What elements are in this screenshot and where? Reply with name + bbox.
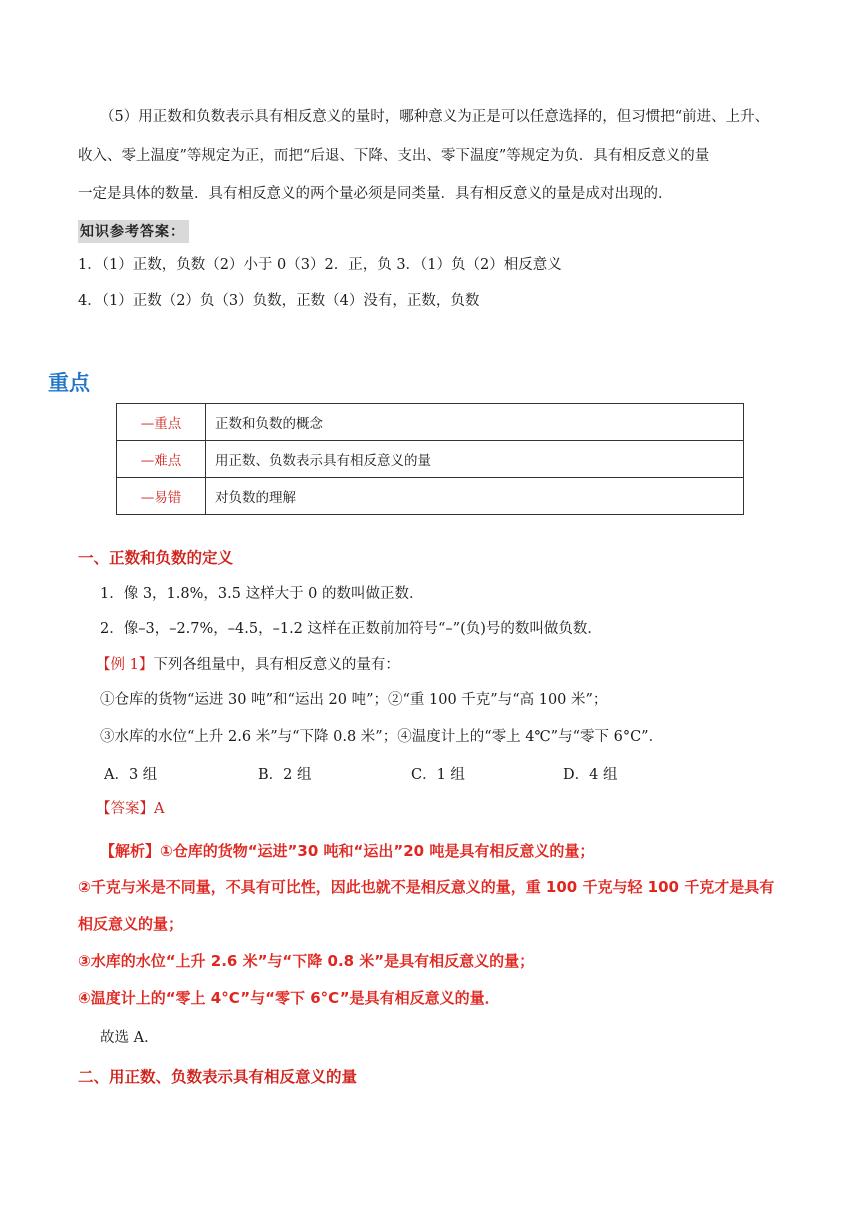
key-point-tag: —易错	[117, 478, 206, 515]
key-point-text: 用正数、负数表示具有相反意义的量	[206, 441, 744, 478]
explanation-line-2: ②千克与米是不同量，不具有可比性，因此也就不是相反意义的量，重 100 千克与轻 100 千克才是具有	[78, 878, 775, 896]
key-point-tag: —重点	[117, 404, 206, 441]
key-point-text: 正数和负数的概念	[206, 404, 744, 441]
conclusion: 故选 A．	[100, 1030, 159, 1046]
example-items-line-1: ①仓库的货物“运进 30 吨”和“运出 20 吨”；②“重 100 千克”与“高 100 米”；	[100, 692, 608, 708]
key-point-tag: —难点	[117, 441, 206, 478]
answer-key-label: 知识参考答案：	[78, 220, 189, 243]
definition-negative: 2．像–3，–2.7%，–4.5，–1.2 这样在正数前加符号“–”(负)号的数叫做负数．	[100, 621, 602, 637]
example-1-question-line	[96, 655, 400, 675]
explanation-line-4: ③水库的水位“上升 2.6 米”与“下降 0.8 米”是具有相反意义的量；	[78, 952, 535, 970]
option-d: D．4 组	[563, 767, 618, 783]
answer-key-line-2: 4．（1）正数（2）负（3）负数，正数（4）没有，正数，负数	[78, 293, 480, 309]
definition-positive: 1．像 3，1.8%，3.5 这样大于 0 的数叫做正数．	[100, 586, 424, 602]
option-c: C．1 组	[411, 767, 465, 783]
table-row	[117, 478, 744, 515]
answer-key-line-1: 1．（1）正数，负数（2）小于 0（3）2．正，负 3．（1）负（2）相反意义	[78, 257, 562, 273]
table-row	[117, 441, 744, 478]
option-b: B．2 组	[258, 767, 312, 783]
section-2-heading: 二、用正数、负数表示具有相反意义的量	[78, 1068, 358, 1086]
table-row	[117, 404, 744, 441]
section-1-heading: 一、正数和负数的定义	[78, 549, 234, 567]
example-answer: 【答案】A	[96, 801, 165, 817]
key-points-table	[116, 403, 744, 515]
option-a: A．3 组	[104, 767, 158, 783]
intro-line-3: 一定是具体的数量．具有相反意义的两个量必须是同类量．具有相反意义的量是成对出现的．	[78, 186, 673, 202]
key-points-title: 重点	[48, 371, 90, 395]
key-point-text: 对负数的理解	[206, 478, 744, 515]
example-items-line-2: ③水库的水位“上升 2.6 米”与“下降 0.8 米”；④温度计上的“零上 4℃”与“零下 6°C”．	[100, 729, 664, 745]
example-tag: 【例 1】	[96, 657, 154, 673]
explanation-line-3: 相反意义的量；	[78, 915, 184, 933]
example-question: 下列各组量中，具有相反意义的量有：	[153, 657, 400, 673]
intro-line-1: （5）用正数和负数表示具有相反意义的量时，哪种意义为正是可以任意选择的，但习惯把“前进、上升、	[100, 109, 770, 125]
explanation-line-5: ④温度计上的“零上 4°C”与“零下 6°C”是具有相反意义的量．	[78, 989, 500, 1007]
intro-line-2: 收入、零上温度”等规定为正，而把“后退、下降、支出、零下温度”等规定为负．具有相反意义的量	[78, 148, 710, 164]
explanation-line-1: 【解析】①仓库的货物“运进”30 吨和“运出”20 吨是具有相反意义的量；	[100, 842, 595, 860]
